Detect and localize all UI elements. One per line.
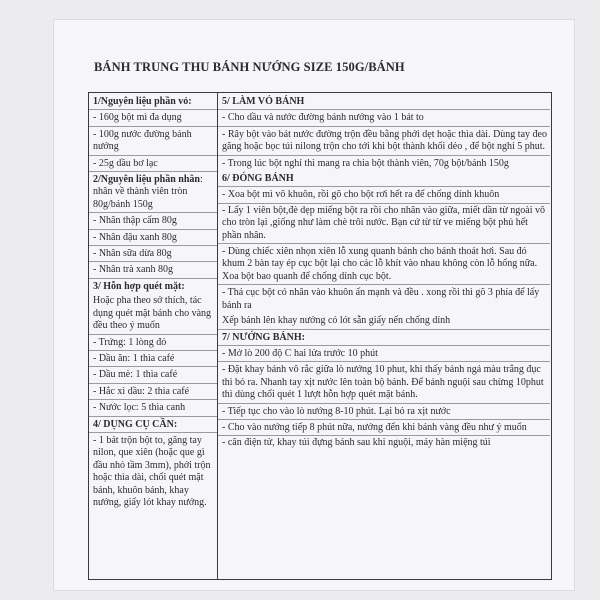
ingredients-column bbox=[89, 93, 217, 579]
recipe-line: - Rây bột vào bát nước đường trộn đều bằng phới dẹt hoặc thìa dài. Dùng tay đeo găng hoặc bọc túi nilong trộn cho tới khi bột thành khối dẻo , để bột nghỉ 5 phut. bbox=[218, 126, 550, 155]
recipe-line: - Cho dầu và nước đường bánh nướng vào 1 bát to bbox=[218, 109, 550, 125]
section-heading: 4/ DỤNG CỤ CẦN: bbox=[89, 416, 217, 432]
recipe-line: - Dầu ăn: 1 thìa café bbox=[89, 350, 217, 366]
recipe-line: - Trong lúc bột nghỉ thì mang ra chia bột thành viên, 70g bột/bánh 150g bbox=[218, 155, 550, 171]
recipe-line: - Cho vào nướng tiếp 8 phút nữa, nướng đến khi bánh vàng đều như ý muốn bbox=[218, 419, 550, 435]
recipe-line: - Lấy 1 viên bột,đè dẹp miếng bột ra rồi cho nhân vào giữa, miết dần từ ngoài vô cho tròn lại ,giống như làm chè trôi nước. Bạn cứ từ từ ve miếng bột phủ hết phần nhân. bbox=[218, 203, 550, 243]
recipe-line: - Thả cục bột có nhân vào khuôn ấn mạnh và đều . xong rồi thì gõ 3 phía để lấy bánh ra bbox=[218, 284, 550, 313]
page-title: BÁNH TRUNG THU BÁNH NƯỚNG SIZE 150G/BÁNH bbox=[94, 60, 405, 74]
recipe-line: - Nước lọc: 5 thìa canh bbox=[89, 399, 217, 415]
section-heading: 1/Nguyên liệu phần vỏ: bbox=[93, 96, 192, 107]
recipe-line: - 1 bát trộn bột to, găng tay nilon, que xiên (hoặc que gì đầu nhỏ tầm 3mm), phới trộn hoặc thìa dài, chổi quét mặt bánh, khuôn bánh, khay nướng, giấy lót khay nướng. bbox=[89, 432, 217, 510]
recipe-line: Xếp bánh lên khay nướng có lót sẵn giấy nến chống dính bbox=[222, 315, 451, 327]
recipe-line: Hoặc pha theo sở thích, tác dụng quét mặt bánh cho vàng đều theo ý muốn bbox=[93, 295, 212, 332]
recipe-line: - Tiếp tục cho vào lò nướng 8-10 phút. Lại bỏ ra xịt nước bbox=[218, 403, 550, 419]
recipe-line: - Nhân đậu xanh 80g bbox=[89, 229, 217, 245]
recipe-line: - Trứng: 1 lòng đỏ bbox=[89, 334, 217, 350]
recipe-line: - Đặt khay bánh vô rắc giữa lò nướng 10 phut, khi thấy bánh ngả màu trắng đục thì bỏ ra. Nhanh tay xịt nước lên toàn bộ bánh. Để bánh nguội sau chừng 10phut thì dùng chổi quét 1 lượt hỗn hợp quét mặt bánh. bbox=[218, 361, 550, 402]
recipe-line: - Dùng chiếc xiên nhọn xiên lỗ xung quanh bánh cho bánh thoát hơi. Sau đó khum 2 bàn tay ép cục bột lại cho các lỗ khít vào nhau không còn lỗ hổng nữa. Xoa bột bao quanh để chống dính cục bột. bbox=[218, 243, 550, 284]
section-heading: 5/ LÀM VỎ BÁNH bbox=[222, 96, 305, 107]
recipe-line: 2/Nguyên liệu phần nhân: nhân về thành viên tròn 80g/bánh 150g bbox=[89, 171, 217, 212]
section-heading: 3/ Hỗn hợp quét mặt: bbox=[89, 278, 217, 294]
section-heading: 6/ ĐÓNG BÁNH bbox=[222, 173, 294, 185]
recipe-line: - Hắc xì dầu: 2 thìa café bbox=[89, 383, 217, 399]
recipe-line: - Nhân sữa dừa 80g bbox=[89, 245, 217, 261]
instructions-column bbox=[218, 93, 550, 579]
recipe-line: - Mở lò 200 độ C hai lửa trước 10 phút bbox=[218, 345, 550, 361]
recipe-line: - 100g nước đường bánh nướng bbox=[89, 126, 217, 155]
recipe-line: - 160g bột mì đa dụng bbox=[89, 109, 217, 125]
recipe-line: - 25g dầu bơ lạc bbox=[89, 155, 217, 171]
recipe-table bbox=[88, 92, 552, 580]
recipe-sheet bbox=[54, 20, 574, 590]
recipe-line: - Nhân thập cẩm 80g bbox=[89, 212, 217, 228]
recipe-line: - Nhân trà xanh 80g bbox=[89, 261, 217, 277]
recipe-line: - Dầu mè: 1 thìa café bbox=[89, 366, 217, 382]
recipe-line: - Xoa bột mì vô khuôn, rồi gõ cho bột rơi hết ra để chống dính khuôn bbox=[218, 186, 550, 202]
recipe-line: - cân điện tử, khay túi đựng bánh sau khi nguội, máy hàn miệng túi bbox=[218, 435, 550, 450]
section-heading: 7/ NƯỚNG BÁNH: bbox=[218, 329, 550, 345]
